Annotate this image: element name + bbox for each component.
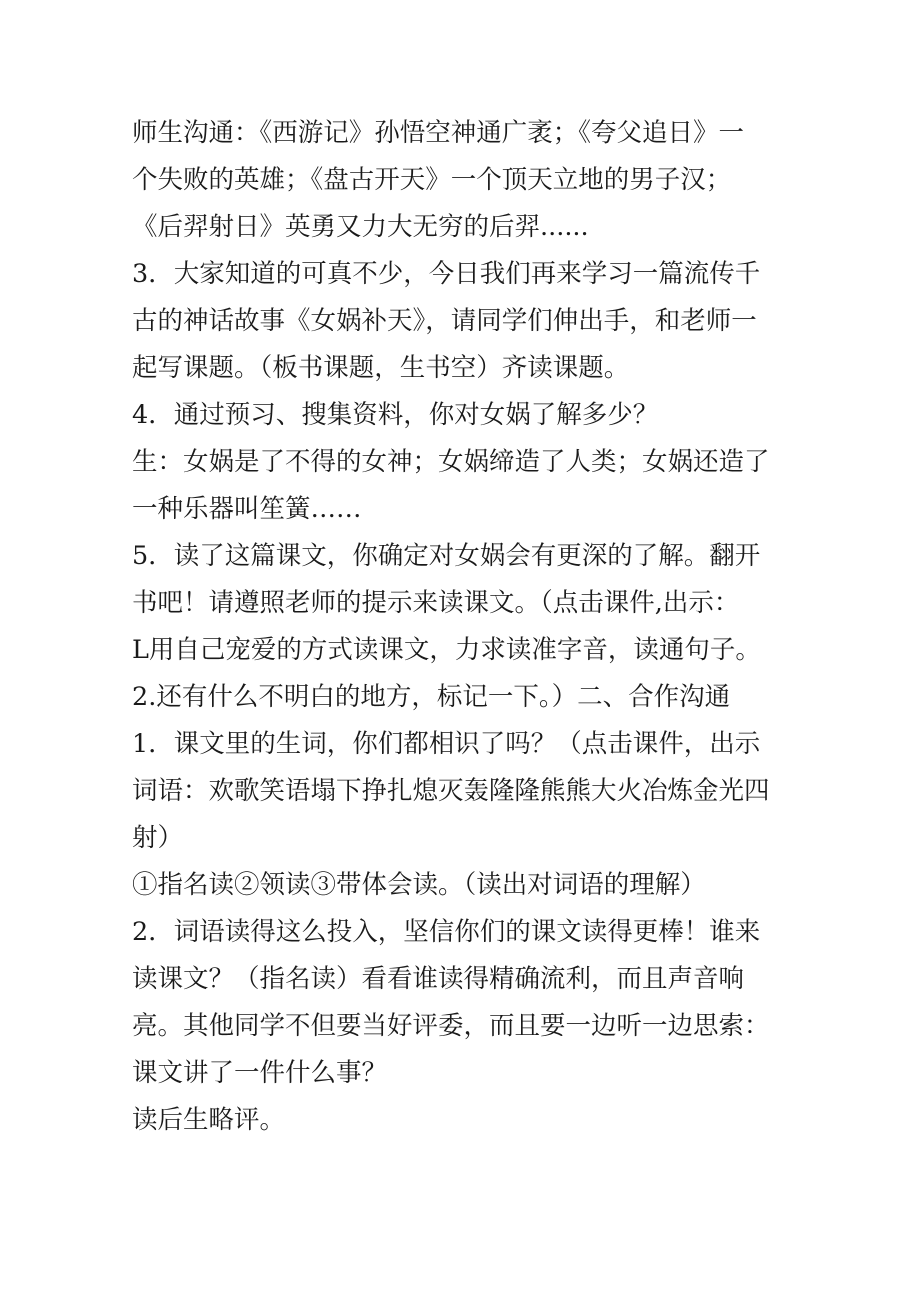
text-line: 书吧！请遵照老师的提示来读课文。（点击课件,出示：	[132, 588, 740, 618]
text-line: 起写课题。（板书课题，生书空）齐读课题。	[132, 353, 630, 383]
text-line: 古的神话故事《女娲补天》，请同学们伸出手，和老师一	[132, 306, 757, 336]
text-line: 5．读了这篇课文，你确定对女娲会有更深的了解。翻开	[132, 541, 761, 571]
text-line: 3．大家知道的可真不少，今日我们再来学习一篇流传千	[132, 259, 761, 289]
text-line: 2.还有什么不明白的地方，标记一下。）二、合作沟通	[132, 682, 731, 712]
text-line: 《后羿射日》英勇又力大无穷的后羿......	[132, 212, 589, 242]
text-line: 一种乐器叫笙簧……	[132, 494, 362, 524]
text-line: 个失败的英雄；《盘古开天》一个顶天立地的男子汉；	[132, 165, 732, 195]
text-line: 4．通过预习、搜集资料，你对女娲了解多少？	[132, 400, 659, 430]
text-line: 词语：欢歌笑语塌下挣扎熄灭轰隆隆熊熊大火冶炼金光四	[132, 776, 770, 806]
text-line: 师生沟通：《西游记》孙悟空神通广袤；《夸父追日》一	[132, 118, 745, 148]
text-line: 亮。其他同学不但要当好评委，而且要一边听一边思索：	[132, 1011, 770, 1041]
text-line: 2．词语读得这么投入，坚信你们的课文读得更棒！谁来	[132, 917, 761, 947]
text-line: 读后生略评。	[132, 1105, 286, 1135]
text-line: ①指名读②领读③带体会读。（读出对词语的理解）	[132, 870, 706, 900]
text-line: 读课文？（指名读）看看谁读得精确流利，而且声音响	[132, 964, 745, 994]
text-line: 射）	[132, 823, 184, 853]
text-line: L用自己宠爱的方式读课文，力求读准字音，读通句子。	[132, 635, 761, 665]
text-line: 生：女娲是了不得的女神；女娲缔造了人类；女娲还造了	[132, 447, 770, 477]
text-line: 1．课文里的生词，你们都相识了吗？（点击课件，出示	[132, 729, 761, 759]
document-body	[132, 110, 802, 1144]
text-line: 课文讲了一件什么事？	[132, 1058, 388, 1088]
